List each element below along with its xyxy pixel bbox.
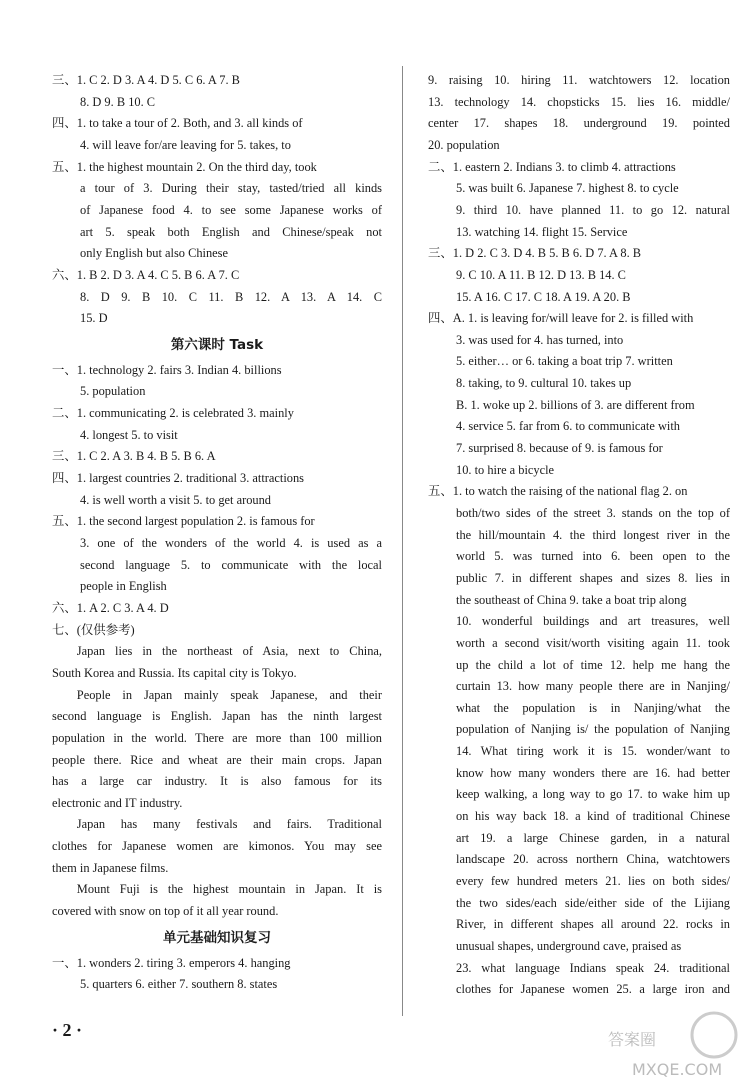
section-heading: 单元基础知识复习 <box>163 929 271 946</box>
answer-line: landscape 20. across northern China, watchtowers <box>456 852 730 867</box>
answer-line: 10. to hire a bicycle <box>456 462 555 477</box>
answer-line: 4. service 5. far from 6. to communicate with <box>456 419 680 434</box>
answer-line: Japan lies in the northeast of Asia, next to China, <box>76 644 382 659</box>
answer-line: second language 5. to communicate with the local <box>80 557 382 572</box>
answer-line: 10. wonderful buildings and art treasures, well <box>456 614 730 629</box>
answer-line: has a large car industry. It is also famous for its <box>52 774 382 789</box>
answer-line: up the child a lot of time 12. help me hang the <box>456 657 730 672</box>
answer-line: every few hundred meters 21. lies on both sides/ <box>456 873 730 888</box>
answer-line: clothes for Japanese women 25. a large iron and <box>456 982 730 997</box>
answer-line: 四、1. to take a tour of 2. Both, and 3. all kinds of <box>52 116 303 131</box>
answer-line: curtain 13. how many people there are in Nanjing/ <box>456 679 730 694</box>
answer-line: Japan has many festivals and fairs. Traditional <box>76 817 382 832</box>
answer-line: 4. will leave for/are leaving for 5. takes, to <box>80 137 291 152</box>
answer-line: 二、1. communicating 2. is celebrated 3. mainly <box>52 406 294 421</box>
answer-line: 20. population <box>428 137 500 152</box>
answer-line: world 5. was turned into 6. been open to the <box>456 549 730 564</box>
answer-line: 七、(仅供参考) <box>52 622 135 637</box>
answer-line: a tour of 3. During their stay, tasted/tried all kinds <box>80 181 382 196</box>
answer-line: second language is English. Japan has the ninth largest <box>52 709 382 724</box>
answer-line: 五、1. to watch the raising of the national flag 2. on <box>428 484 688 499</box>
answer-line: keep walking, a long way to go 17. to wake him up <box>456 787 730 802</box>
answer-line: 二、1. eastern 2. Indians 3. to climb 4. attractions <box>428 159 676 174</box>
answer-line: Mount Fuji is the highest mountain in Japan. It is <box>76 882 382 897</box>
answer-line: 六、1. B 2. D 3. A 4. C 5. B 6. A 7. C <box>52 267 240 282</box>
answer-line: 5. was built 6. Japanese 7. highest 8. to cycle <box>456 181 679 196</box>
answer-line: population of Nanjing is/ the population of Nanjing <box>456 722 730 737</box>
answer-line: only English but also Chinese <box>80 246 228 261</box>
answer-line: 8. D 9. B 10. C <box>80 94 156 109</box>
answer-line: 四、1. largest countries 2. traditional 3. attractions <box>52 471 304 486</box>
answer-line: 三、1. D 2. C 3. D 4. B 5. B 6. D 7. A 8. B <box>428 246 642 261</box>
answer-line: art 19. a large Chinese garden, in a natural <box>456 830 730 845</box>
answer-line: 5. population <box>80 384 146 399</box>
answer-line: 一、1. wonders 2. tiring 3. emperors 4. hanging <box>52 955 291 970</box>
answer-line: center 17. shapes 18. underground 19. pointed <box>428 116 730 131</box>
answer-line: 5. either… or 6. taking a boat trip 7. written <box>456 354 673 369</box>
answer-line: both/two sides of the street 3. stands on the top of <box>456 506 730 521</box>
answer-line: 四、A. 1. is leaving for/will leave for 2. is filled with <box>428 311 694 326</box>
watermark-site: MXQE.COM <box>632 1060 723 1079</box>
watermark-logo <box>602 1003 742 1083</box>
answer-line: 13. technology 14. chopsticks 15. lies 16. middle/ <box>428 94 730 109</box>
answer-line: River, in different shapes all around 22. rocks in <box>456 917 730 932</box>
answer-line: electronic and IT industry. <box>52 795 183 810</box>
answer-line: people there. Rice and wheat are their main crops. Japan <box>52 752 382 767</box>
answer-line: B. 1. woke up 2. billions of 3. are different from <box>456 397 695 412</box>
column-divider <box>402 66 403 1016</box>
answer-line: 23. what language Indians speak 24. traditional <box>456 960 730 975</box>
watermark-brand: 答案圈 <box>608 1030 657 1049</box>
answer-line: worth a second visit/worth visiting again 11. took <box>456 635 730 650</box>
answer-line: 14. What tiring work it is 15. wonder/want to <box>456 744 730 759</box>
answer-line: of Japanese food 4. to see some Japanese works of <box>80 202 382 217</box>
answer-line: people in English <box>80 579 167 594</box>
answer-line: 9. raising 10. hiring 11. watchtowers 12. location <box>428 73 730 87</box>
answer-line: 13. watching 14. flight 15. Service <box>456 224 628 239</box>
answer-line: 三、1. C 2. D 3. A 4. D 5. C 6. A 7. B <box>52 73 240 87</box>
left-column <box>52 70 382 996</box>
answer-line: 3. one of the wonders of the world 4. is used as a <box>80 536 382 551</box>
answer-line: 15. D <box>80 311 108 326</box>
answer-line: South Korea and Russia. Its capital city is Tokyo. <box>52 665 297 680</box>
section-heading: 第六课时 Task <box>170 336 264 353</box>
answer-line: 五、1. the highest mountain 2. On the third day, took <box>52 159 317 174</box>
answer-line: 三、1. C 2. A 3. B 4. B 5. B 6. A <box>52 449 216 464</box>
answer-line: 4. longest 5. to visit <box>80 427 178 442</box>
answer-line: them in Japanese films. <box>52 860 169 875</box>
answer-line: 五、1. the second largest population 2. is famous for <box>52 514 315 529</box>
answer-line: 一、1. technology 2. fairs 3. Indian 4. billions <box>52 362 282 377</box>
answer-line: 8. D 9. B 10. C 11. B 12. A 13. A 14. C <box>80 289 382 304</box>
right-column <box>428 70 730 1001</box>
answer-line: what the population is in Nanjing/what the <box>456 700 730 715</box>
answer-line: 5. quarters 6. either 7. southern 8. states <box>80 977 278 992</box>
answer-line: 15. A 16. C 17. C 18. A 19. A 20. B <box>456 289 631 304</box>
page-number: · 2 · <box>52 1020 83 1040</box>
answer-line: 3. was used for 4. has turned, into <box>456 332 624 347</box>
answer-line: covered with snow on top of it all year round. <box>52 904 279 919</box>
answer-line: 8. taking, to 9. cultural 10. takes up <box>456 376 632 391</box>
answer-line: 9. third 10. have planned 11. to go 12. natural <box>456 202 730 217</box>
answer-line: the hill/mountain 4. the third longest river in the <box>456 527 730 542</box>
answer-line: clothes for Japanese women are kimonos. You may see <box>52 839 382 854</box>
answer-line: population in the world. There are more than 100 million <box>52 730 382 745</box>
answer-line: public 7. in different shapes and sizes 8. lies in <box>456 570 730 585</box>
answer-line: art 5. speak both English and Chinese/speak not <box>80 224 382 239</box>
answer-line: 9. C 10. A 11. B 12. D 13. B 14. C <box>456 267 626 282</box>
answer-line: People in Japan mainly speak Japanese, and their <box>76 687 382 702</box>
answer-line: 7. surprised 8. because of 9. is famous for <box>456 441 663 456</box>
answer-line: the two sides/each side/either side of the Lijiang <box>456 895 730 910</box>
answer-line: unusual shapes, underground cave, praised as <box>456 938 682 953</box>
answer-line: on his way back 18. a kind of traditional Chinese <box>456 809 730 824</box>
answer-line: 4. is well worth a visit 5. to get around <box>80 492 271 507</box>
answer-line: know how many wonders there are 16. had better <box>456 765 730 780</box>
answer-line: 六、1. A 2. C 3. A 4. D <box>52 601 169 615</box>
answer-line: the southeast of China 9. take a boat trip along <box>456 592 687 607</box>
